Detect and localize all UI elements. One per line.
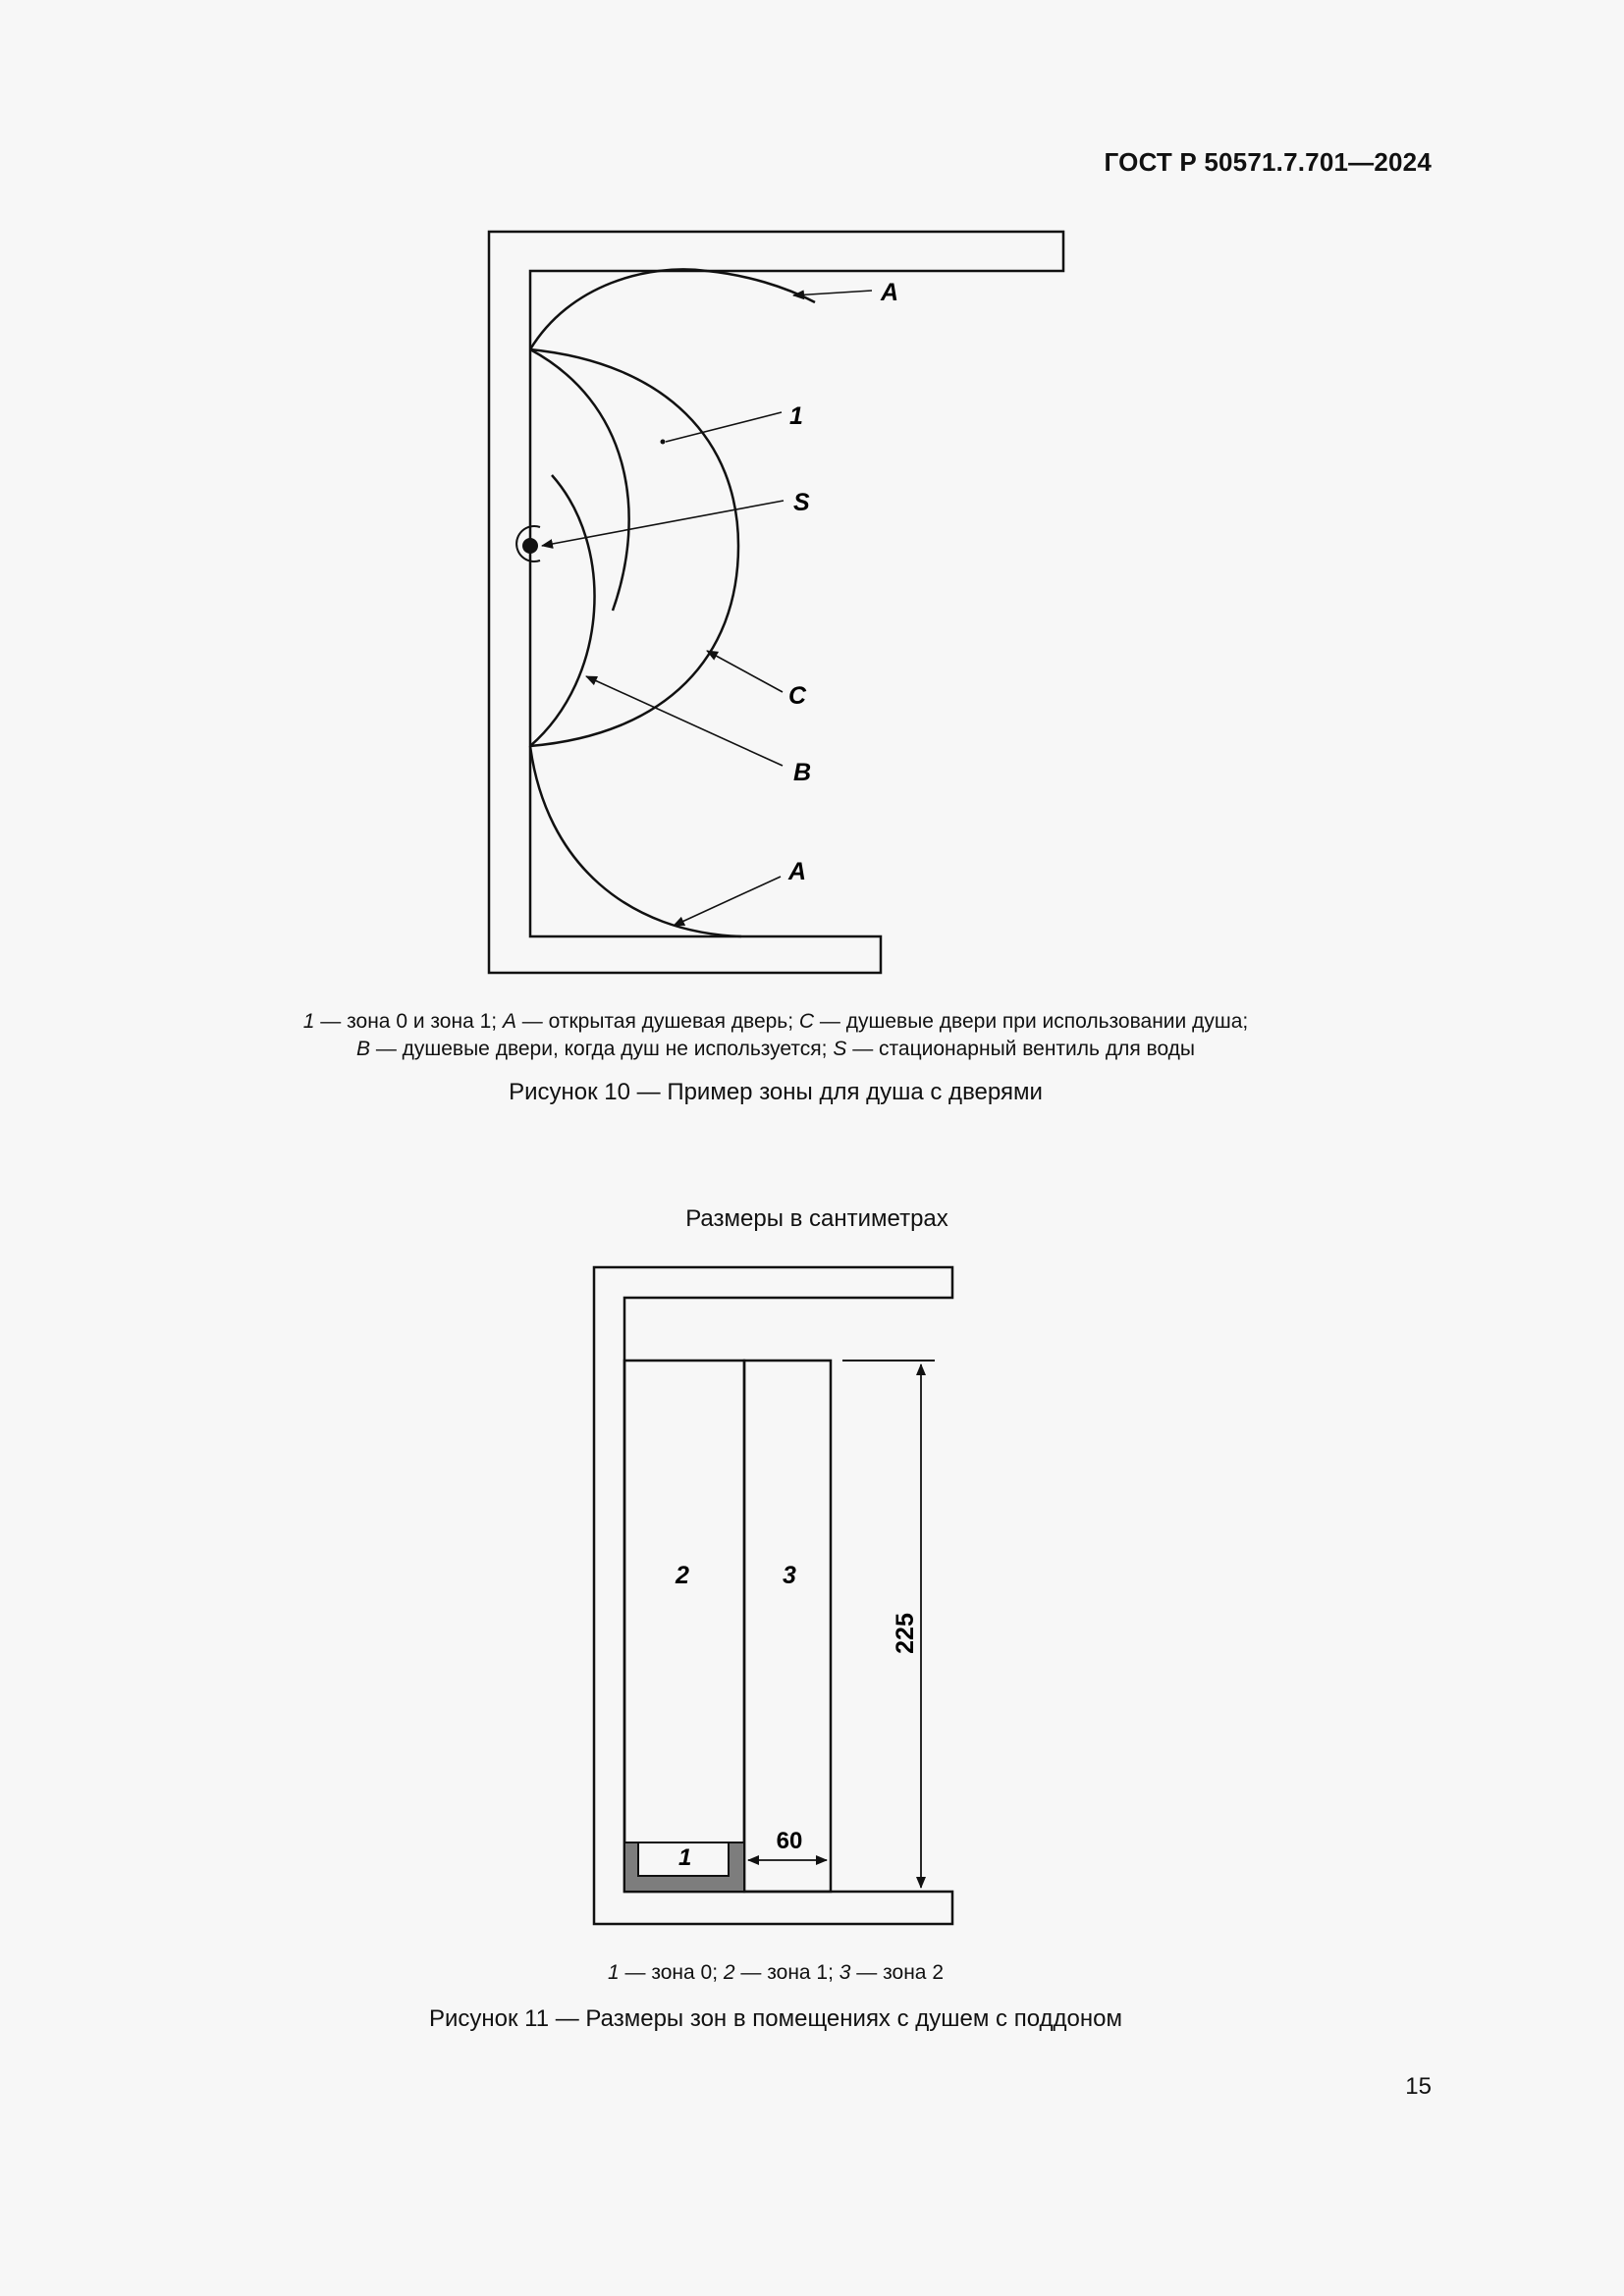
label-zone-3: 3 <box>783 1562 796 1589</box>
door-b-upper-arc <box>530 349 629 611</box>
label-a-bottom: A <box>788 858 807 885</box>
open-door-bottom-arc <box>530 746 741 936</box>
wall-outline <box>489 232 1063 973</box>
label-a-top: A <box>881 279 899 306</box>
label-s: S <box>793 489 810 516</box>
zone-3-rect <box>744 1361 831 1892</box>
figure-10-svg <box>0 0 1624 991</box>
label-dim-225: 225 <box>892 1613 919 1654</box>
label-1: 1 <box>789 402 803 430</box>
figure-11-legend <box>0 1959 1551 1987</box>
leader-b <box>586 676 783 766</box>
document-header: ГОСТ Р 50571.7.701—2024 <box>1104 147 1432 177</box>
leader-s <box>542 501 784 546</box>
zone-2-rect <box>624 1361 744 1892</box>
figure-10-caption: Рисунок 10 — Пример зоны для душа с дверями <box>509 1079 1043 1105</box>
page-number: 15 <box>1405 2073 1432 2100</box>
figure-10-legend-line-2: B — душевые двери, когда душ не используется; S — стационарный вентиль для воды <box>355 1038 1196 1060</box>
label-b: B <box>793 759 812 786</box>
dimensions-note: Размеры в сантиметрах <box>685 1205 948 1232</box>
label-zone-2: 2 <box>676 1562 689 1589</box>
leader-a-top <box>793 291 872 295</box>
leader-a-bottom <box>674 877 781 926</box>
door-c-arc <box>530 349 738 746</box>
open-door-top-arc <box>530 269 815 349</box>
zone-point <box>661 440 666 445</box>
figure-11-svg <box>0 1237 1624 1963</box>
figure-10-diagram <box>0 0 1624 991</box>
figure-11-diagram <box>0 1237 1624 1963</box>
label-c: C <box>788 682 807 710</box>
valve-dot <box>522 538 538 554</box>
door-b-lower-arc <box>530 475 595 746</box>
leader-1 <box>666 412 782 442</box>
figure-10-legend <box>0 1008 1551 1063</box>
figure-11-legend-line: 1 — зона 0; 2 — зона 1; 3 — зона 2 <box>608 1961 944 1984</box>
label-zone-1: 1 <box>678 1844 692 1871</box>
label-dim-60: 60 <box>776 1828 803 1854</box>
wall-outline-2 <box>594 1267 952 1924</box>
figure-11-caption: Рисунок 11 — Размеры зон в помещениях с душем с поддоном <box>429 2005 1122 2032</box>
leader-c <box>707 651 783 692</box>
figure-10-legend-line-1: 1 — зона 0 и зона 1; A — открытая душевая дверь; C — душевые двери при использовании душа; <box>302 1010 1249 1033</box>
